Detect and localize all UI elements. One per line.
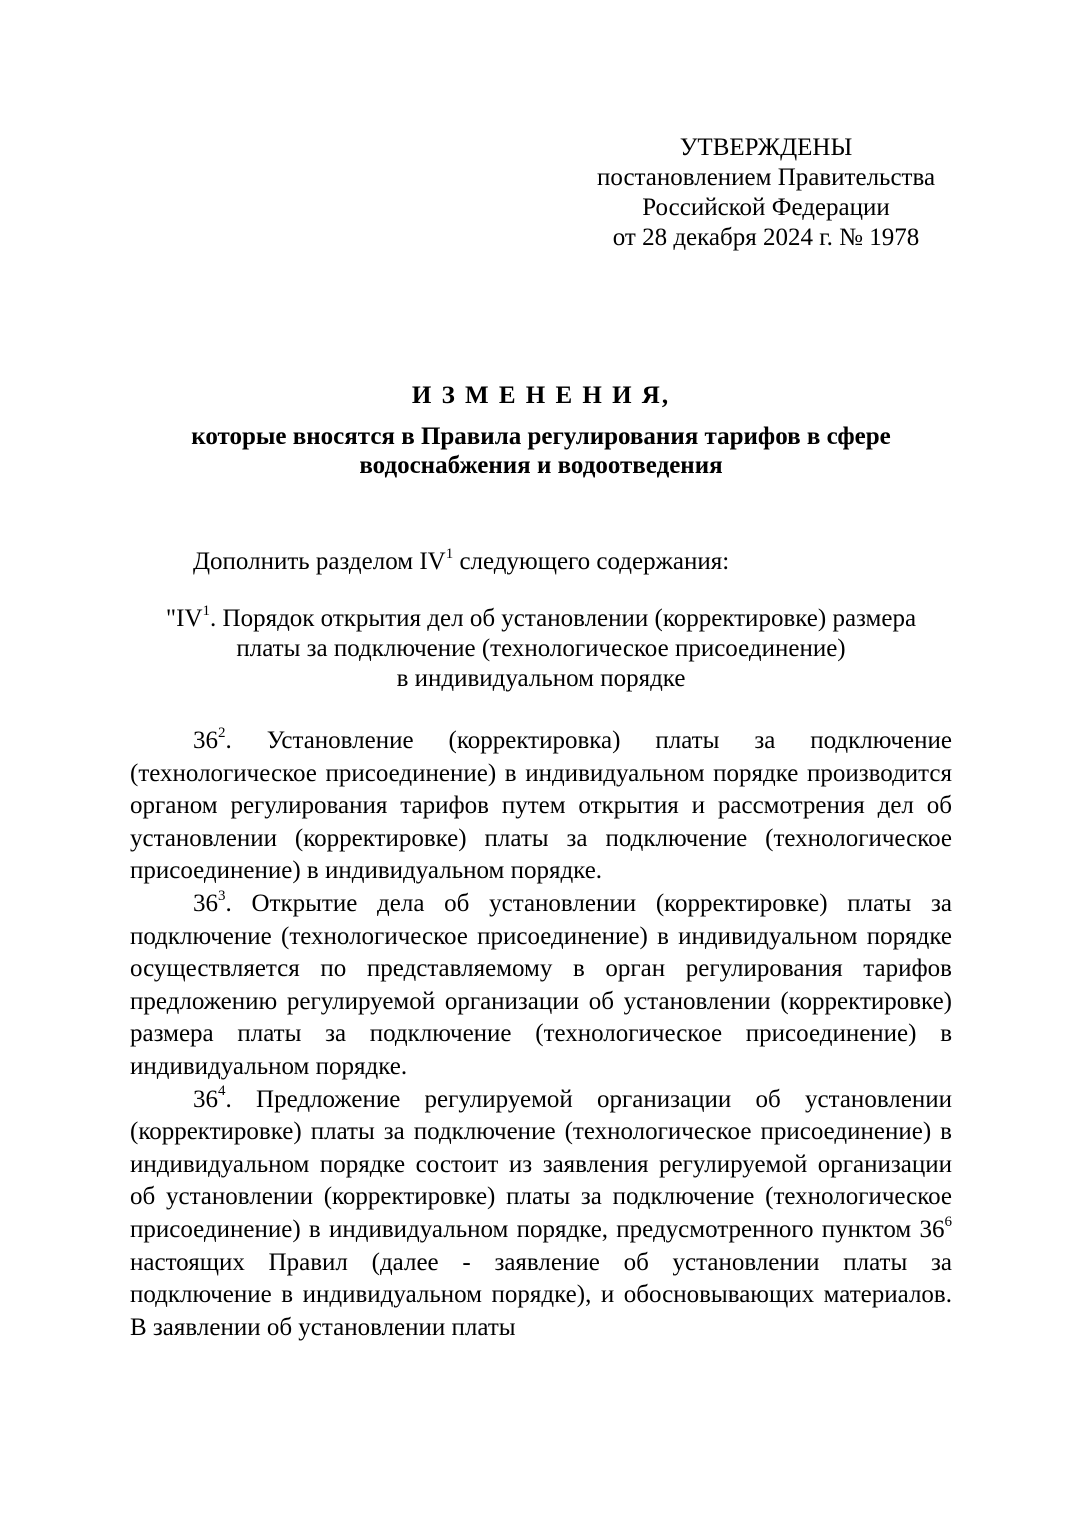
approval-authority: Российской Федерации bbox=[642, 194, 890, 221]
document-title: И З М Е Н Е Н И Я, bbox=[411, 382, 671, 409]
section-heading-line-2: платы за подключение (технологическое присоединение) bbox=[236, 635, 846, 662]
section-heading-superscript: 1 bbox=[202, 602, 211, 619]
paragraph-number-superscript: 3 bbox=[218, 887, 226, 904]
document-subtitle-line-2: водоснабжения и водоотведения bbox=[359, 452, 723, 479]
paragraph-number-superscript: 2 bbox=[218, 724, 226, 741]
intro-text-tail: следующего содержания: bbox=[453, 548, 730, 575]
document-subtitle-line-1: которые вносятся в Правила регулирования тарифов в сфере bbox=[191, 423, 891, 450]
paragraph-text: . Установление (корректировка) платы за подключение (технологическое присоединение) в индивидуальном порядке производится органом регулирования тарифов путем открытия и рассмотрения дел об установлении (корректировке) платы за подключение (технологическое присоединение) в индивидуальном порядке. bbox=[130, 727, 952, 885]
paragraph-number-superscript: 4 bbox=[218, 1083, 226, 1100]
paragraph-36-4 bbox=[130, 1084, 952, 1345]
paragraph-number: 36 bbox=[193, 727, 218, 754]
paragraph-36-2 bbox=[130, 725, 952, 888]
approval-stamp bbox=[585, 133, 947, 253]
paragraph-text-tail: настоящих Правил (далее - заявление об установлении платы за подключение в индивидуальном порядке), и обосновывающих материалов. В заявлении об установлении платы bbox=[130, 1248, 952, 1341]
paragraph-36-3 bbox=[130, 888, 952, 1084]
inline-reference-superscript: 6 bbox=[944, 1213, 952, 1230]
document-subtitle bbox=[130, 422, 952, 480]
section-heading-line-3: в индивидуальном порядке bbox=[396, 665, 686, 692]
section-heading-text: . Порядок открытия дел об установлении (корректировке) размера bbox=[210, 605, 917, 632]
document-body bbox=[130, 725, 952, 1344]
approval-heading: УТВЕРЖДЕНЫ bbox=[679, 134, 853, 161]
approval-date-number: от 28 декабря 2024 г. № 1978 bbox=[612, 224, 920, 251]
intro-sentence bbox=[193, 546, 729, 578]
paragraph-number: 36 bbox=[193, 1085, 218, 1113]
paragraph-text: . Предложение регулируемой организации об установлении (корректировке) платы за подключение (технологическое присоединение) в индивидуальном порядке состоит из заявления регулируемой организации об установлении (корректировке) платы за подключение (технологическое присоединение) в индивидуальном порядке, предусмотренного пунктом 36 bbox=[130, 1085, 952, 1243]
intro-superscript: 1 bbox=[445, 545, 454, 562]
intro-text: Дополнить разделом IV bbox=[193, 548, 446, 575]
paragraph-number: 36 bbox=[193, 889, 218, 917]
section-heading bbox=[130, 604, 952, 694]
section-heading-line-1 bbox=[130, 604, 952, 634]
paragraph-text: . Открытие дела об установлении (корректировке) платы за подключение (технологическое присоединение) в индивидуальном порядке осуществляется по представляемому в орган регулирования тарифов предложению регулируемой организации об установлении (корректировке) размера платы за подключение (технологическое присоединение) в индивидуальном порядке. bbox=[130, 889, 952, 1080]
section-heading-number: "IV bbox=[165, 605, 203, 632]
approval-decree: постановлением Правительства bbox=[596, 164, 936, 191]
